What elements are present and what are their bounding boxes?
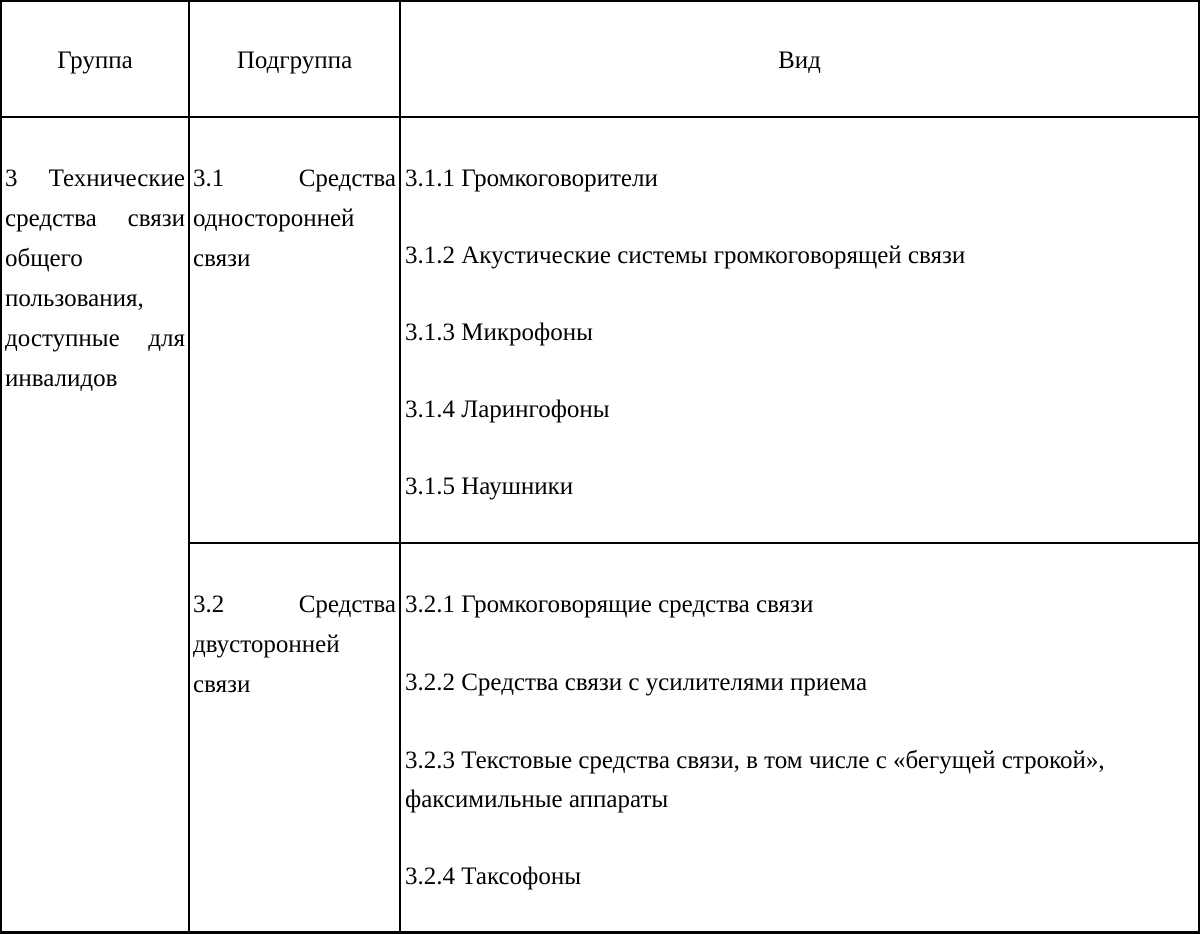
header-separator — [0, 116, 1200, 118]
group-line-1 — [5, 159, 185, 199]
subgroup-text: двусторонней — [193, 631, 340, 658]
group-text: доступные — [5, 325, 120, 352]
subgroup-number: 3.1 — [193, 165, 225, 192]
group-text: связи — [127, 205, 185, 232]
column-divider-2 — [399, 0, 401, 934]
subgroup-separator — [188, 542, 1200, 544]
group-number: 3 — [5, 165, 18, 192]
type-item: 3.1.3 Микрофоны — [405, 319, 593, 346]
group-text: средства — [5, 205, 97, 232]
group-cell — [5, 159, 185, 399]
group-text: пользования, — [5, 285, 144, 312]
type-item: 3.1.1 Громкоговорители — [405, 165, 658, 192]
subgroup-text: односторонней — [193, 205, 355, 232]
header-group: Группа — [57, 47, 133, 74]
type-item-multiline — [405, 741, 1195, 819]
subgroup-cell-3-2 — [193, 585, 396, 705]
column-divider-1 — [188, 0, 190, 934]
subgroup-text: связи — [193, 245, 251, 272]
subgroup-line-1 — [193, 585, 396, 625]
group-text: для — [148, 325, 185, 352]
border-top — [0, 0, 1200, 2]
group-text: инвалидов — [5, 365, 118, 392]
type-item: 3.2.1 Громкоговорящие средства связи — [405, 591, 814, 618]
header-type: Вид — [778, 47, 821, 74]
subgroup-cell-3-1 — [193, 159, 396, 279]
type-item: 3.2.4 Таксофоны — [405, 863, 581, 890]
subgroup-text: связи — [193, 671, 251, 698]
subgroup-line-1 — [193, 159, 396, 199]
group-line-2 — [5, 199, 185, 239]
subgroup-word: Средства — [298, 591, 396, 618]
border-left — [0, 0, 2, 934]
type-item: 3.1.2 Акустические системы громкоговорящей связи — [405, 242, 966, 269]
type-item-text: 3.2.3 Текстовые средства связи, в том числе с «бегущей строкой», — [405, 747, 1105, 774]
subgroup-number: 3.2 — [193, 591, 225, 618]
type-item-line-1 — [405, 741, 1195, 780]
subgroup-word: Средства — [298, 165, 396, 192]
group-line-5 — [5, 319, 185, 359]
group-word: Технические — [48, 165, 185, 192]
type-item-text: факсимильные аппараты — [405, 786, 669, 813]
header-subgroup: Подгруппа — [236, 47, 353, 74]
type-item: 3.2.2 Средства связи с усилителями приема — [405, 669, 868, 696]
type-item: 3.1.4 Ларингофоны — [405, 396, 610, 423]
group-text: общего — [5, 245, 83, 272]
type-item: 3.1.5 Наушники — [405, 473, 574, 500]
